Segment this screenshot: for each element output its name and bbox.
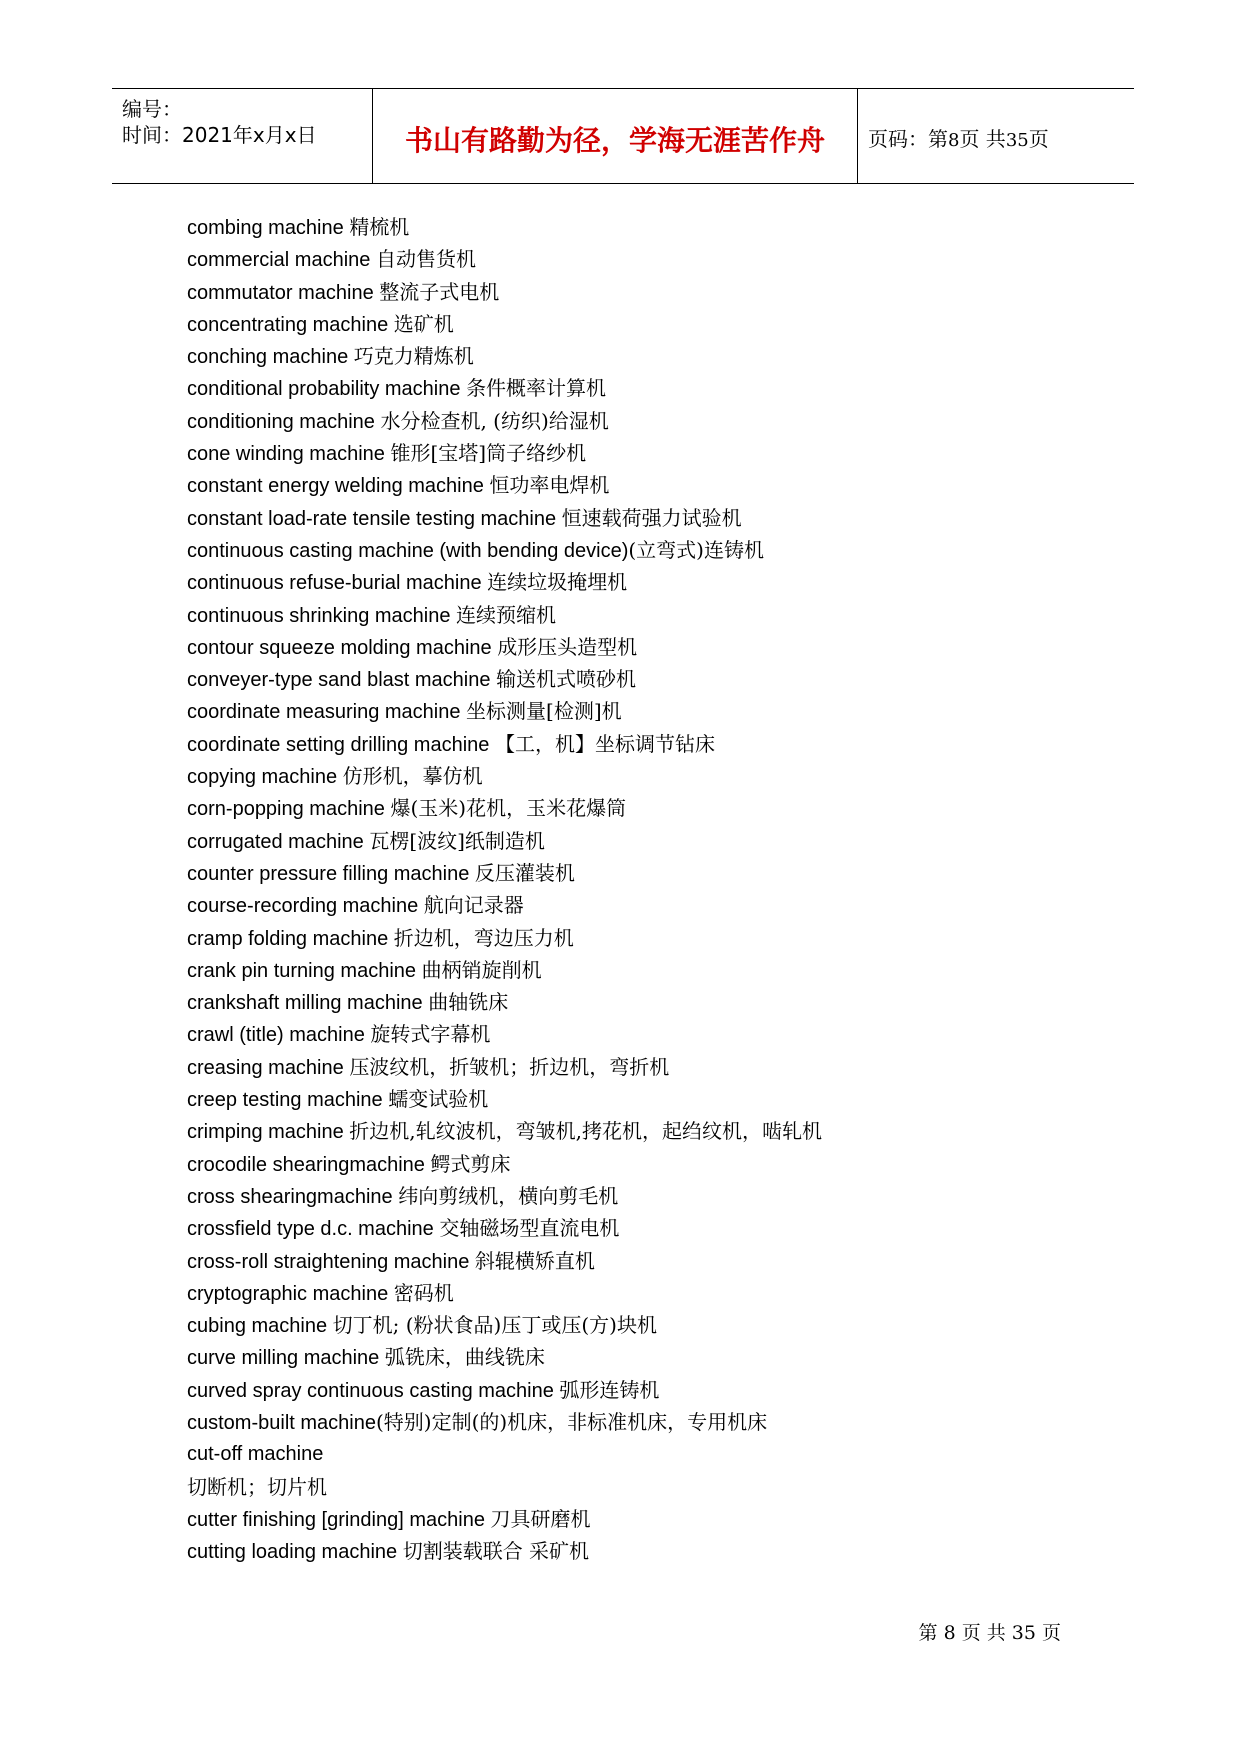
entry-chinese-translation: 折边机，弯边压力机	[393, 925, 574, 950]
entry-english-term: cross-roll straightening machine	[187, 1250, 475, 1273]
glossary-entry	[187, 308, 1127, 340]
glossary-entry	[187, 566, 1127, 598]
glossary-entry	[187, 1212, 1127, 1244]
entry-chinese-translation: 精梳机	[349, 215, 410, 239]
entry-chinese-translation: 切割装载联合 采矿机	[402, 1539, 590, 1564]
entry-english-term: constant load-rate tensile testing machine	[187, 507, 562, 530]
glossary-entry	[187, 663, 1127, 695]
glossary-entry	[187, 760, 1127, 792]
page-code-suffix: 页	[1028, 127, 1049, 151]
header-motto-cell	[373, 89, 858, 183]
entry-chinese-translation: 连续垃圾掩埋机	[487, 570, 628, 595]
glossary-entry	[187, 534, 1127, 566]
glossary-entry	[187, 1180, 1127, 1212]
entry-chinese-translation: 连续预缩机	[456, 602, 557, 627]
page-header	[112, 88, 1134, 184]
glossary-entry	[187, 599, 1127, 631]
glossary-entry	[187, 1277, 1127, 1309]
entry-chinese-translation: 切断机；切片机	[187, 1474, 327, 1499]
glossary-entry	[187, 1115, 1127, 1147]
entry-chinese-translation: 水分检查机, (纺织)给湿机	[380, 408, 609, 433]
entry-chinese-translation: 整流子式电机	[379, 279, 500, 304]
entry-english-term: coordinate measuring machine	[187, 701, 467, 724]
glossary-entry	[187, 825, 1127, 857]
entry-english-term: course-recording machine	[187, 895, 424, 918]
entry-english-term: crankshaft milling machine	[187, 992, 429, 1015]
page-code-page: 8	[948, 130, 960, 151]
entry-english-term: custom-built machine	[187, 1411, 376, 1434]
glossary-entry	[187, 695, 1127, 727]
entry-chinese-translation: 成形压头造型机	[497, 634, 638, 659]
page-code-total: 35	[1005, 130, 1029, 151]
glossary-entry	[187, 372, 1127, 404]
entry-english-term: contour squeeze molding machine	[187, 636, 498, 659]
motto-text: 书山有路勤为径，学海无涯苦作舟	[404, 124, 825, 157]
entry-chinese-translation: 斜辊横矫直机	[474, 1248, 595, 1273]
glossary-entry	[187, 1018, 1127, 1050]
glossary-entry	[187, 1406, 1127, 1438]
glossary-entry	[187, 1083, 1127, 1115]
entry-english-term: continuous casting machine (with bending device)	[187, 539, 629, 562]
document-number-label: 编号：	[122, 97, 182, 121]
entry-english-term: cutter finishing [grinding] machine	[187, 1508, 491, 1531]
entry-english-term: curve milling machine	[187, 1347, 385, 1370]
entry-english-term: cryptographic machine	[187, 1282, 394, 1305]
entry-chinese-translation: 压波纹机，折皱机；折边机，弯折机	[349, 1054, 670, 1079]
page-code-mid: 页 共	[959, 127, 1006, 151]
entry-english-term: crawl (title) machine	[187, 1024, 371, 1047]
glossary-entry	[187, 986, 1127, 1018]
glossary-entry	[187, 792, 1127, 824]
entry-chinese-translation: 【工，机】坐标调节钻床	[494, 731, 715, 756]
glossary-entry	[187, 211, 1127, 243]
glossary-entry	[187, 502, 1127, 534]
glossary-entry	[187, 437, 1127, 469]
entry-english-term: conveyer-type sand blast machine	[187, 669, 497, 692]
entry-english-term: cutting loading machine	[187, 1541, 403, 1564]
glossary-entry	[187, 857, 1127, 889]
glossary-entry	[187, 1245, 1127, 1277]
glossary-entry	[187, 1051, 1127, 1083]
entry-english-term: corrugated machine	[187, 830, 370, 853]
entry-chinese-translation: 切丁机; (粉状食品)压丁或压(方)块机	[332, 1313, 657, 1338]
entry-chinese-translation: 恒速载荷强力试验机	[561, 505, 742, 530]
entry-chinese-translation: 刀具研磨机	[490, 1506, 591, 1531]
entry-chinese-translation: 自动售货机	[375, 247, 476, 272]
entry-english-term: crimping machine	[187, 1121, 350, 1144]
entry-chinese-translation: 纬向剪绒机，横向剪毛机	[398, 1183, 619, 1208]
entry-english-term: cone winding machine	[187, 443, 391, 466]
entry-chinese-translation: 折边机,轧纹波机，弯皱机,拷花机，起绉纹机，啮轧机	[349, 1119, 823, 1144]
glossary-entry	[187, 405, 1127, 437]
entry-english-term: creasing machine	[187, 1056, 350, 1079]
entry-chinese-translation: 弧铣床，曲线铣床	[384, 1345, 545, 1370]
glossary-entry	[187, 631, 1127, 663]
entry-chinese-translation: 条件概率计算机	[466, 376, 607, 401]
header-info-cell	[112, 89, 373, 183]
entry-english-term: coordinate setting drilling machine	[187, 733, 495, 756]
glossary-entry	[187, 1148, 1127, 1180]
glossary-entry	[187, 1535, 1127, 1567]
entry-english-term: corn-popping machine	[187, 798, 391, 821]
entry-chinese-translation: (特别)定制(的)机床，非标准机床，专用机床	[375, 1409, 768, 1434]
entry-english-term: concentrating machine	[187, 313, 394, 336]
glossary-entry	[187, 1309, 1127, 1341]
entry-chinese-translation: 鳄式剪床	[430, 1151, 511, 1176]
entry-english-term: commercial machine	[187, 249, 376, 272]
glossary-entry	[187, 1341, 1127, 1373]
entry-english-term: cut-off machine	[187, 1443, 324, 1466]
entry-chinese-translation: 曲轴铣床	[428, 990, 509, 1015]
entry-english-term: crocodile shearingmachine	[187, 1153, 431, 1176]
entry-chinese-translation: 曲柄销旋削机	[421, 957, 542, 982]
page-code-prefix: 页码：第	[868, 127, 948, 151]
entry-english-term: continuous shrinking machine	[187, 604, 457, 627]
glossary-entry	[187, 1503, 1127, 1535]
entry-chinese-translation: 输送机式喷砂机	[496, 667, 637, 692]
entry-chinese-translation: 爆(玉米)花机，玉米花爆筒	[390, 796, 627, 821]
entry-english-term: creep testing machine	[187, 1089, 389, 1112]
entry-chinese-translation: 瓦楞[波纹]纸制造机	[369, 828, 545, 853]
glossary-entry	[187, 340, 1127, 372]
entry-chinese-translation: (立弯式)连铸机	[628, 537, 764, 562]
entry-chinese-translation: 选矿机	[393, 311, 454, 336]
document-date: 时间：2021年x月x日	[122, 123, 317, 147]
entry-chinese-translation: 仿形机，摹仿机	[342, 764, 483, 789]
glossary-entry	[187, 469, 1127, 501]
glossary-entry	[187, 922, 1127, 954]
entry-chinese-translation: 锥形[宝塔]筒子络纱机	[390, 441, 587, 466]
entry-chinese-translation: 蠕变试验机	[388, 1087, 489, 1112]
entry-english-term: commutator machine	[187, 281, 380, 304]
entry-english-term: continuous refuse-burial machine	[187, 572, 488, 595]
entry-chinese-translation: 巧克力精炼机	[353, 344, 474, 369]
glossary-entry	[187, 1438, 1127, 1470]
entry-english-term: combing machine	[187, 217, 350, 239]
glossary-entry	[187, 1374, 1127, 1406]
glossary-entry	[187, 243, 1127, 275]
glossary-entry	[187, 1471, 1127, 1503]
glossary-entry	[187, 889, 1127, 921]
entry-english-term: cubing machine	[187, 1315, 333, 1338]
entry-english-term: counter pressure filling machine	[187, 862, 475, 885]
entry-chinese-translation: 密码机	[393, 1280, 454, 1305]
entry-chinese-translation: 航向记录器	[423, 893, 524, 918]
entry-english-term: crank pin turning machine	[187, 959, 422, 982]
entry-chinese-translation: 反压灌装机	[474, 860, 575, 885]
glossary-entry	[187, 954, 1127, 986]
entry-english-term: cramp folding machine	[187, 927, 394, 950]
glossary-list	[187, 211, 1127, 1567]
entry-english-term: crossfield type d.c. machine	[187, 1218, 440, 1241]
entry-english-term: conditional probability machine	[187, 378, 467, 401]
entry-chinese-translation: 旋转式字幕机	[370, 1022, 491, 1047]
entry-english-term: copying machine	[187, 766, 343, 789]
entry-english-term: cross shearingmachine	[187, 1185, 399, 1208]
entry-chinese-translation: 坐标测量[检测]机	[466, 699, 622, 724]
entry-english-term: conditioning machine	[187, 410, 381, 433]
glossary-entry	[187, 276, 1127, 308]
page-code	[868, 123, 1049, 152]
page-footer: 第 8 页 共 35 页	[918, 1622, 1061, 1644]
entry-english-term: constant energy welding machine	[187, 475, 490, 498]
entry-english-term: conching machine	[187, 346, 354, 369]
entry-english-term: curved spray continuous casting machine	[187, 1379, 560, 1402]
entry-chinese-translation: 恒功率电焊机	[489, 473, 610, 498]
glossary-entry	[187, 728, 1127, 760]
entry-chinese-translation: 弧形连铸机	[559, 1377, 660, 1402]
entry-chinese-translation: 交轴磁场型直流电机	[439, 1216, 620, 1241]
header-pagecode-cell	[858, 89, 1134, 183]
